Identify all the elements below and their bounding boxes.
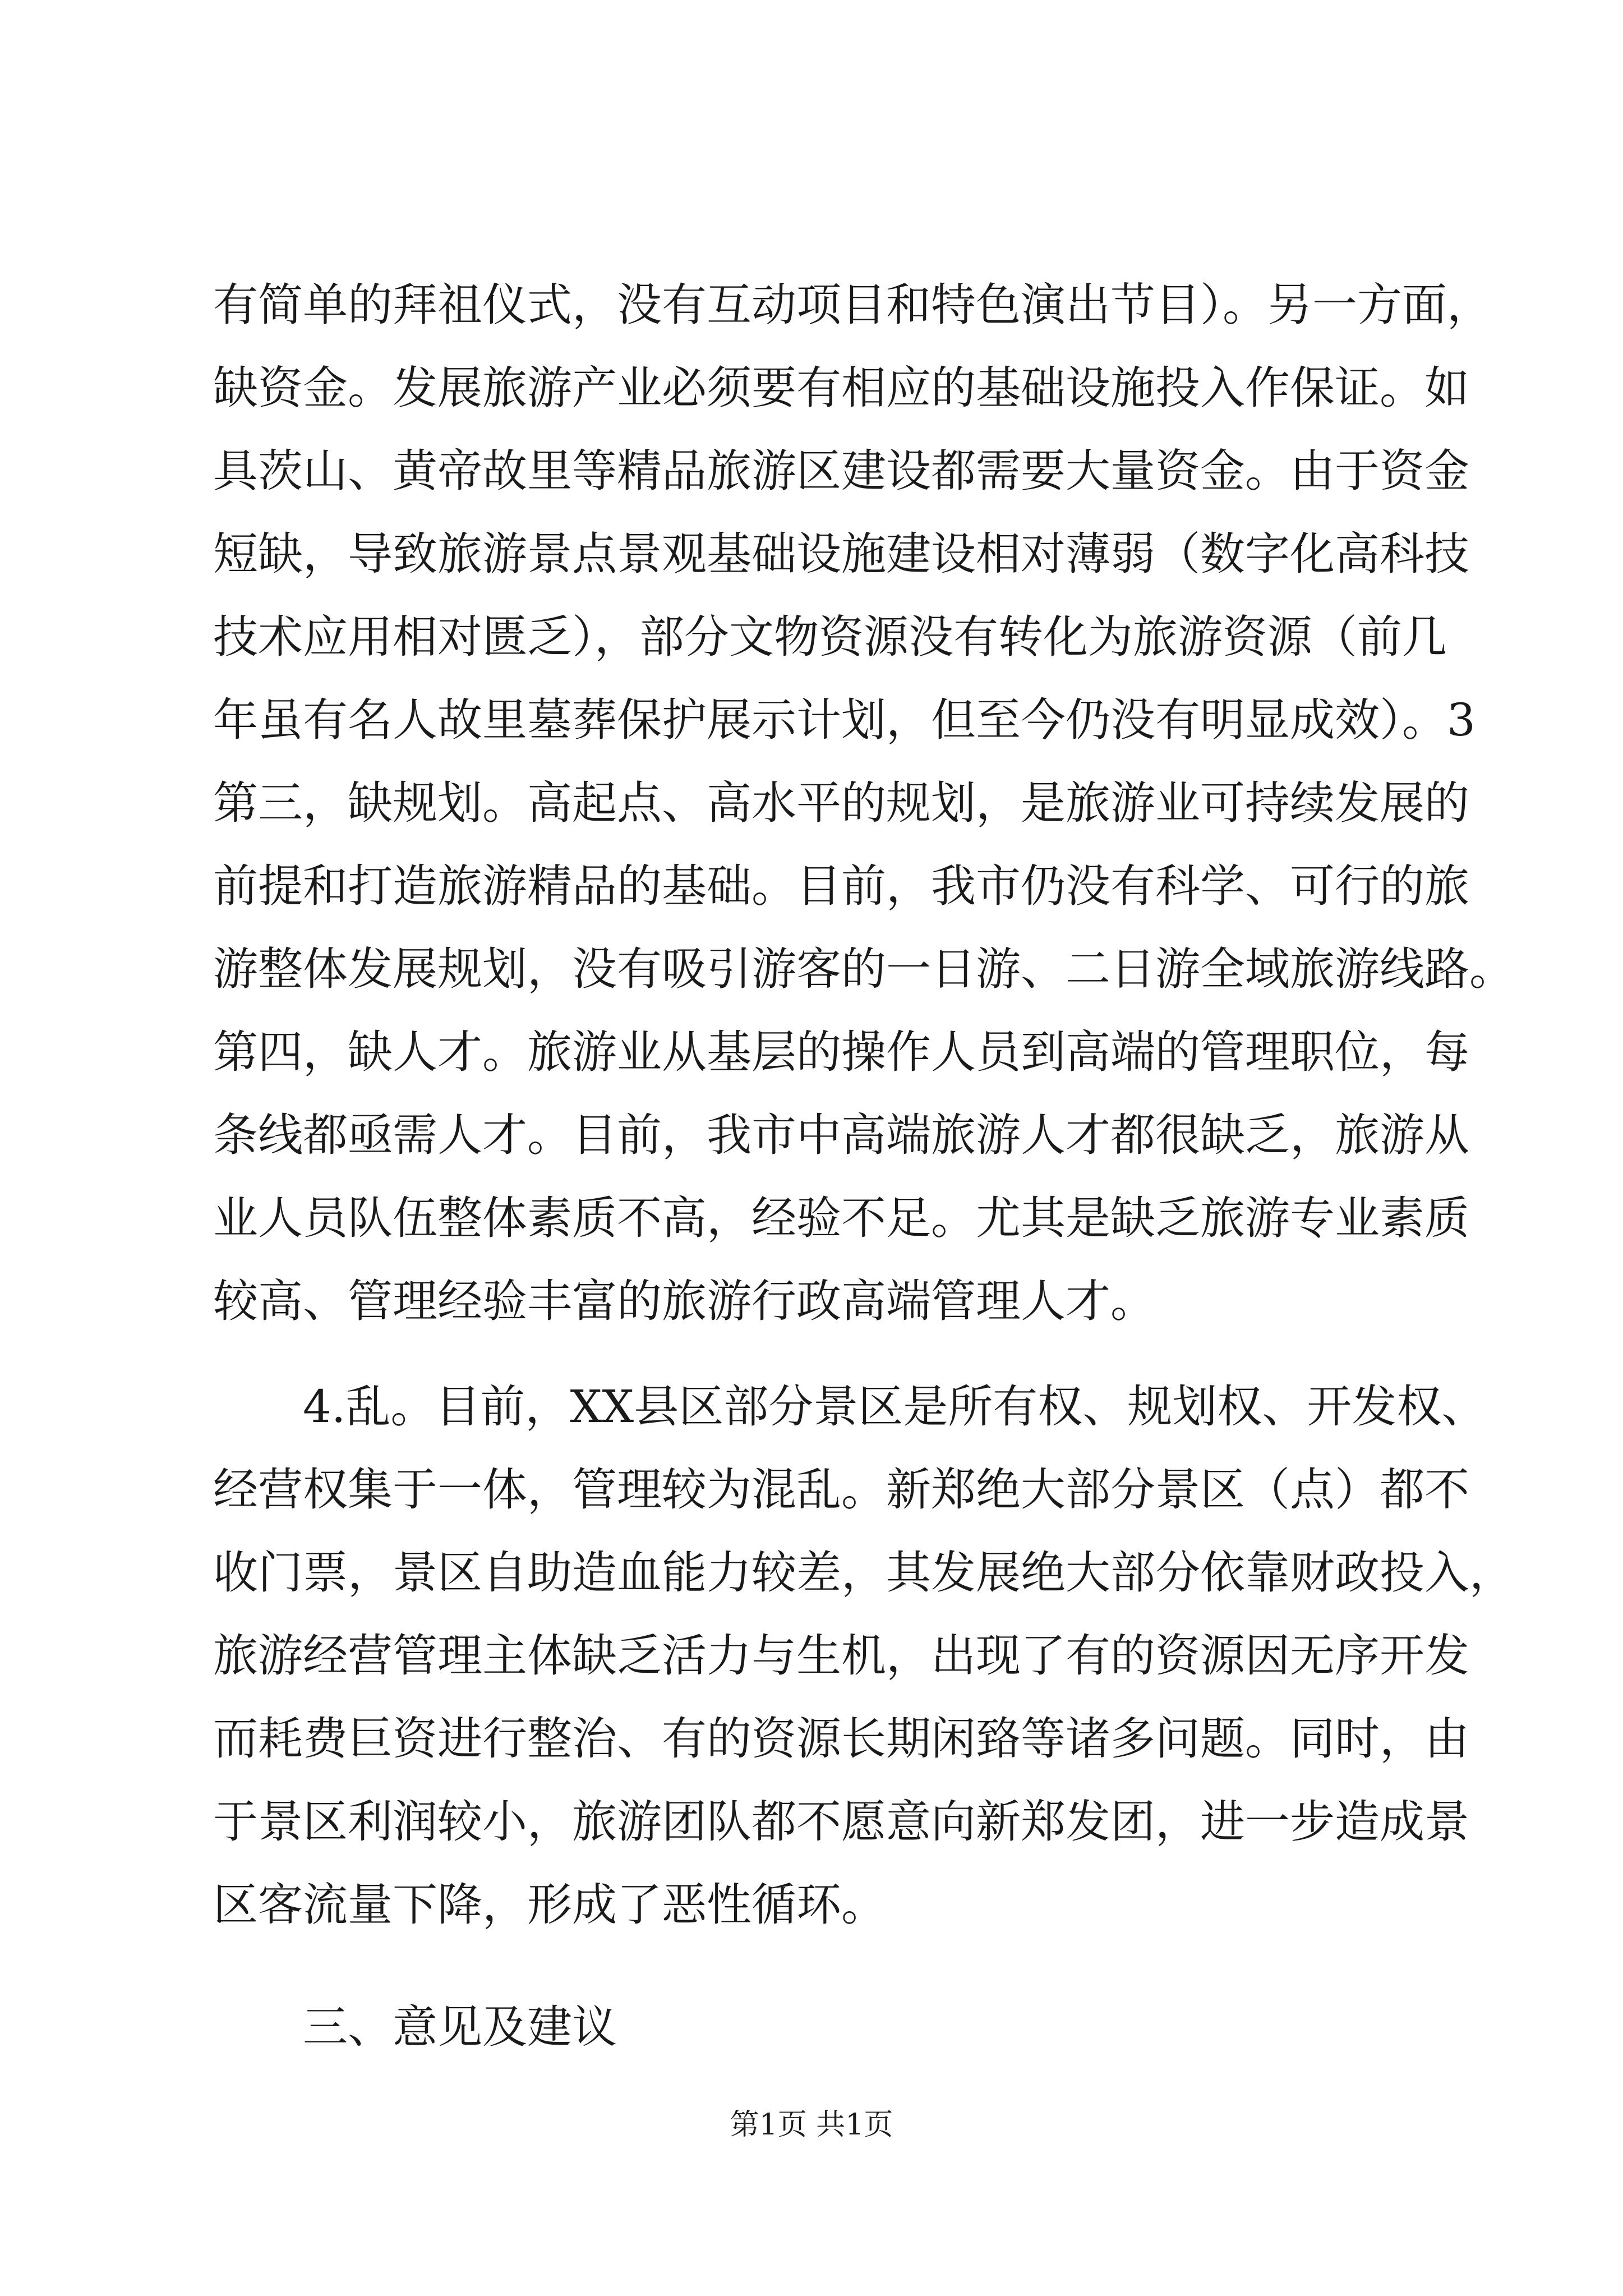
- text-line: 较高、管理经验丰富的旅游行政高端管理人才。: [213, 1275, 1155, 1327]
- text-line: 短缺，导致旅游景点景观基础设施建设相对薄弱（数字化高科技: [213, 528, 1469, 580]
- text-line: 游整体发展规划，没有吸引游客的一日游、二日游全域旅游线路。: [213, 943, 1514, 995]
- text-line: 第四，缺人才。旅游业从基层的操作人员到高端的管理职位，每: [213, 1026, 1469, 1078]
- document-body: [213, 264, 1514, 2069]
- text-line: 缺资金。发展旅游产业必须要有相应的基础设施投入作保证。如: [213, 362, 1469, 414]
- paragraph-first-line: 4.乱。目前，XX县区部分景区是所有权、规划权、开发权、: [303, 1381, 1487, 1433]
- text-line: 旅游经营管理主体缺乏活力与生机，出现了有的资源因无序开发: [213, 1630, 1469, 1682]
- text-line: 经营权集于一体，管理较为混乱。新郑绝大部分景区（点）都不: [213, 1464, 1469, 1516]
- page-number-label: 第1页 共1页: [730, 2108, 893, 2142]
- text-line: 具茨山、黄帝故里等精品旅游区建设都需要大量资金。由于资金: [213, 445, 1469, 497]
- text-line: 而耗费巨资进行整治、有的资源长期闲臵等诸多问题。同时，由: [213, 1713, 1469, 1765]
- text-line: 技术应用相对匮乏），部分文物资源没有转化为旅游资源（前几: [213, 611, 1447, 663]
- text-line: 有简单的拜祖仪式，没有互动项目和特色演出节目）。另一方面，: [213, 279, 1492, 331]
- text-line: 条线都亟需人才。目前，我市中高端旅游人才都很缺乏，旅游从: [213, 1109, 1469, 1161]
- text-line: 收门票，景区自助造血能力较差，其发展绝大部分依靠财政投入，: [213, 1547, 1514, 1599]
- text-line: 第三，缺规划。高起点、高水平的规划，是旅游业可持续发展的: [213, 777, 1469, 829]
- text-line: 年虽有名人故里墓葬保护展示计划，但至今仍没有明显成效）。3: [213, 694, 1476, 746]
- text-line: 于景区利润较小，旅游团队都不愿意向新郑发团，进一步造成景: [213, 1796, 1469, 1848]
- section-heading: 三、意见及建议: [303, 2001, 617, 2053]
- text-line: 前提和打造旅游精品的基础。目前，我市仍没有科学、可行的旅: [213, 860, 1469, 912]
- page-footer: [0, 2101, 1623, 2143]
- text-line: 业人员队伍整体素质不高，经验不足。尤其是缺乏旅游专业素质: [213, 1192, 1469, 1244]
- text-line: 区客流量下降，形成了恶性循环。: [213, 1879, 886, 1931]
